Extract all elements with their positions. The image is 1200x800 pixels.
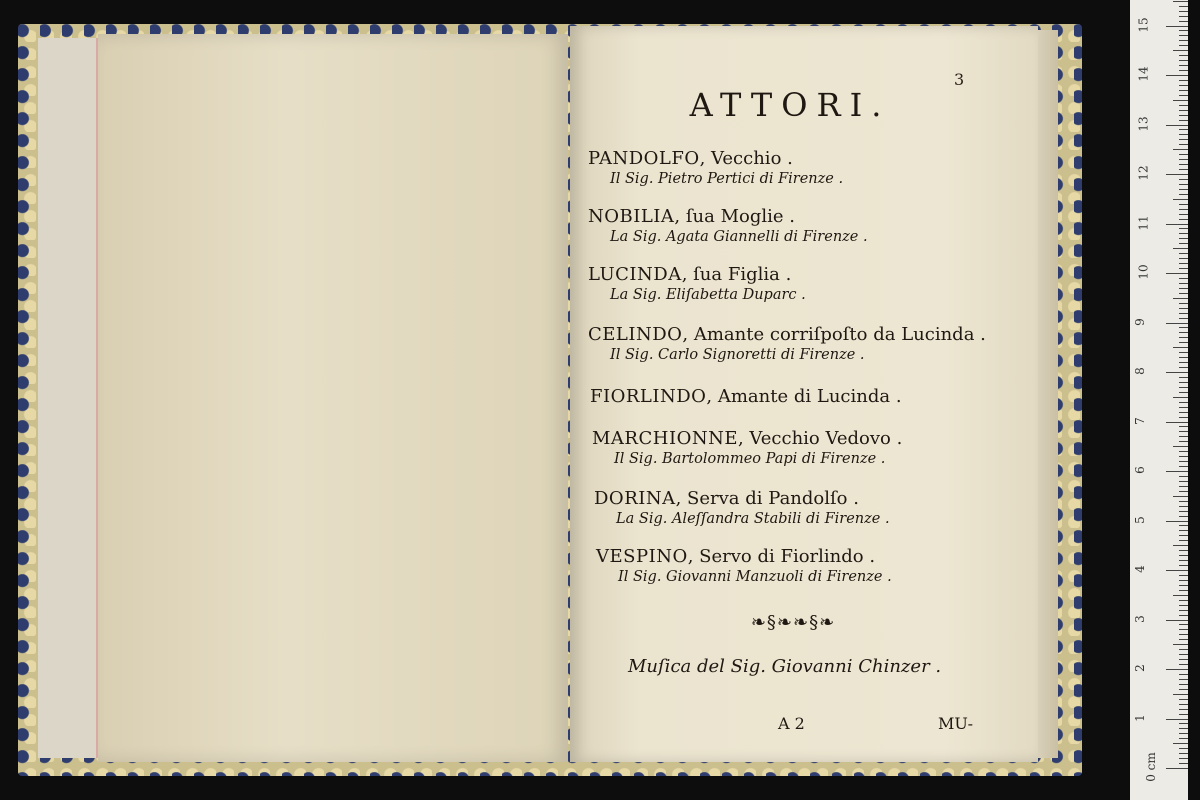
ruler-tick [1166, 768, 1188, 769]
ruler-tick [1179, 451, 1188, 452]
cast-entry [588, 324, 986, 363]
ruler-tick [1179, 55, 1188, 56]
ruler-tick [1179, 204, 1188, 205]
ruler-tick [1179, 293, 1188, 294]
character-name: MARCHIONNE [592, 428, 738, 449]
ruler-tick [1166, 669, 1188, 670]
ruler-tick [1179, 278, 1188, 279]
character-name: DORINA [594, 488, 676, 509]
ruler-label: 10 [1136, 264, 1151, 280]
ruler-tick [1179, 238, 1188, 239]
ruler-tick [1179, 263, 1188, 264]
ruler-tick [1179, 753, 1188, 754]
cast-entry [592, 428, 902, 467]
ruler-tick [1166, 620, 1188, 621]
ruler-tick [1179, 45, 1188, 46]
performer-name: La Sig. Aleſſandra Stabili di Firenze . [616, 511, 890, 527]
ruler-tick [1179, 585, 1188, 586]
ruler-tick [1179, 169, 1188, 170]
ruler-tick [1179, 575, 1188, 576]
ruler-tick [1173, 496, 1188, 497]
ruler-tick [1173, 1, 1188, 2]
ruler-tick [1173, 100, 1188, 101]
ruler-tick [1179, 704, 1188, 705]
ruler-tick [1179, 748, 1188, 749]
ruler-tick [1179, 105, 1188, 106]
ruler-tick [1179, 629, 1188, 630]
ruler-tick [1179, 639, 1188, 640]
ruler-tick [1179, 441, 1188, 442]
cast-entry [588, 206, 868, 245]
ruler-tick [1179, 624, 1188, 625]
ruler-tick [1179, 481, 1188, 482]
ruler-tick [1173, 149, 1188, 150]
ruler-tick [1179, 80, 1188, 81]
performer-name: La Sig. Agata Giannelli di Firenze . [610, 229, 868, 245]
ruler-tick [1179, 164, 1188, 165]
ruler-tick [1179, 684, 1188, 685]
ruler-tick [1173, 199, 1188, 200]
performer-name: La Sig. Eliſabetta Duparc . [610, 287, 806, 303]
ruler-tick [1173, 595, 1188, 596]
character-role: , Serva di Pandolſo . [675, 488, 859, 509]
ruler-tick [1179, 699, 1188, 700]
ruler-tick [1173, 347, 1188, 348]
page-edges [1038, 30, 1058, 758]
ruler-tick [1179, 392, 1188, 393]
ruler-tick [1166, 224, 1188, 225]
ruler-tick [1179, 763, 1188, 764]
ruler-tick [1166, 372, 1188, 373]
ruler-tick [1179, 283, 1188, 284]
cast-entry [588, 148, 843, 187]
ruler-label: 3 [1132, 614, 1147, 623]
ruler-tick [1179, 144, 1188, 145]
ruler-tick [1179, 194, 1188, 195]
ruler-tick [1179, 139, 1188, 140]
page-title: ATTORI. [689, 86, 891, 124]
ruler-tick [1179, 417, 1188, 418]
ruler-tick [1179, 412, 1188, 413]
ruler-tick [1173, 545, 1188, 546]
ruler-tick [1179, 21, 1188, 22]
ruler-label: 13 [1136, 115, 1151, 132]
ruler-tick [1166, 521, 1188, 522]
ruler-tick [1179, 60, 1188, 61]
ruler-tick [1179, 501, 1188, 502]
ruler-tick [1179, 580, 1188, 581]
ruler-tick [1166, 75, 1188, 76]
ruler-tick [1179, 689, 1188, 690]
ruler-tick [1179, 243, 1188, 244]
ruler-label: 12 [1136, 165, 1151, 181]
ruler-tick [1179, 327, 1188, 328]
ruler-tick [1179, 154, 1188, 155]
ruler-tick [1179, 709, 1188, 710]
ruler-tick [1179, 362, 1188, 363]
ruler-tick [1179, 313, 1188, 314]
performer-name: Il Sig. Giovanni Manzuoli di Firenze . [618, 569, 892, 585]
ruler-tick [1179, 679, 1188, 680]
ruler-tick [1179, 214, 1188, 215]
ruler-label: 5 [1132, 515, 1147, 524]
ruler-tick [1179, 367, 1188, 368]
ruler-tick [1166, 26, 1188, 27]
ruler-tick [1166, 323, 1188, 324]
ruler-tick [1179, 332, 1188, 333]
ruler-tick [1179, 535, 1188, 536]
ruler-tick [1179, 134, 1188, 135]
ruler-label: 8 [1132, 367, 1147, 375]
character-role: , Amante corriſpoſto da Lucinda . [682, 324, 986, 345]
character-name: VESPINO [596, 546, 688, 567]
ruler-label: 2 [1132, 664, 1147, 672]
ruler-tick [1179, 456, 1188, 457]
ruler-tick [1179, 303, 1188, 304]
ruler-tick [1179, 634, 1188, 635]
ruler-tick [1179, 184, 1188, 185]
character-name: CELINDO [588, 324, 683, 345]
ruler-tick [1179, 85, 1188, 86]
ruler-tick [1179, 738, 1188, 739]
character-role: , ſua Figlia . [681, 264, 792, 285]
ruler-tick [1179, 342, 1188, 343]
performer-name: Il Sig. Bartolommeo Papi di Firenze . [614, 451, 886, 467]
character-role: , ſua Moglie . [674, 206, 795, 227]
ruler-tick [1179, 476, 1188, 477]
ruler-tick [1179, 16, 1188, 17]
ruler-tick [1179, 337, 1188, 338]
performer-name: Il Sig. Pietro Pertici di Firenze . [610, 171, 844, 187]
printer-ornament: ❧§❧❧§❧ [750, 612, 836, 633]
ruler-tick [1179, 654, 1188, 655]
ruler-tick [1179, 30, 1188, 31]
ruler-tick [1179, 308, 1188, 309]
ruler-tick [1179, 664, 1188, 665]
ruler-tick [1173, 743, 1188, 744]
ruler-tick [1179, 189, 1188, 190]
character-role: , Vecchio . [699, 148, 793, 169]
left-endpaper [38, 38, 100, 758]
ruler-tick [1179, 377, 1188, 378]
measurement-ruler [1130, 0, 1188, 800]
ruler-tick [1179, 486, 1188, 487]
ruler-tick [1173, 446, 1188, 447]
ruler-tick [1179, 288, 1188, 289]
character-role: , Amante di Lucinda . [706, 386, 902, 407]
ruler-tick [1179, 516, 1188, 517]
ruler-tick [1179, 723, 1188, 724]
ruler-label: 0 cm [1143, 752, 1158, 782]
ruler-tick [1179, 268, 1188, 269]
ruler-tick [1179, 491, 1188, 492]
ruler-tick [1179, 129, 1188, 130]
ruler-tick [1179, 610, 1188, 611]
ruler-tick [1173, 50, 1188, 51]
ruler-tick [1179, 540, 1188, 541]
ruler-tick [1173, 397, 1188, 398]
ruler-tick [1179, 11, 1188, 12]
ruler-tick [1166, 174, 1188, 175]
ruler-tick [1179, 233, 1188, 234]
ruler-tick [1179, 550, 1188, 551]
character-name: FIORLINDO [590, 386, 707, 407]
ruler-tick [1179, 728, 1188, 729]
ruler-label: 11 [1136, 214, 1151, 231]
ruler-label: 14 [1136, 66, 1151, 82]
ruler-tick [1179, 159, 1188, 160]
ruler-tick [1179, 95, 1188, 96]
ruler-tick [1179, 733, 1188, 734]
ruler-tick [1166, 471, 1188, 472]
ruler-label: 9 [1132, 317, 1147, 326]
ruler-tick [1166, 273, 1188, 274]
cast-entry [588, 264, 806, 303]
ruler-tick [1179, 600, 1188, 601]
ruler-tick [1179, 461, 1188, 462]
page-number: 3 [954, 70, 965, 89]
ruler-tick [1179, 110, 1188, 111]
ruler-tick [1179, 506, 1188, 507]
ruler-tick [1179, 426, 1188, 427]
left-page-blank [98, 34, 568, 762]
ruler-tick [1179, 357, 1188, 358]
character-role: , Vecchio Vedovo . [737, 428, 903, 449]
ruler-tick [1179, 431, 1188, 432]
ruler-tick [1179, 6, 1188, 7]
ruler-label: 15 [1136, 16, 1151, 33]
ruler-tick [1179, 565, 1188, 566]
ruler-tick [1179, 511, 1188, 512]
ruler-tick [1179, 525, 1188, 526]
cast-entry [590, 386, 902, 407]
ruler-label: 7 [1132, 416, 1147, 425]
character-name: LUCINDA [588, 264, 682, 285]
ruler-tick [1179, 560, 1188, 561]
ruler-tick [1179, 674, 1188, 675]
character-name: NOBILIA [588, 206, 675, 227]
performer-name: Il Sig. Carlo Signoretti di Firenze . [610, 347, 865, 363]
ruler-tick [1179, 387, 1188, 388]
ruler-tick [1179, 179, 1188, 180]
music-credit: Muſica del Sig. Giovanni Chinzer . [628, 656, 942, 677]
ruler-tick [1179, 659, 1188, 660]
ruler-tick [1179, 649, 1188, 650]
ruler-tick [1179, 65, 1188, 66]
ruler-tick [1179, 407, 1188, 408]
ruler-tick [1179, 555, 1188, 556]
ruler-tick [1173, 644, 1188, 645]
ruler-label: 4 [1132, 565, 1147, 573]
ruler-tick [1173, 248, 1188, 249]
ruler-tick [1179, 35, 1188, 36]
ruler-tick [1179, 115, 1188, 116]
ruler-tick [1179, 318, 1188, 319]
ruler-tick [1179, 209, 1188, 210]
ruler-tick [1179, 402, 1188, 403]
ruler-tick [1179, 219, 1188, 220]
ruler-tick [1179, 70, 1188, 71]
signature-mark: A 2 [778, 714, 805, 733]
ruler-tick [1179, 590, 1188, 591]
cast-entry [596, 546, 892, 585]
ruler-tick [1179, 466, 1188, 467]
cast-entry [594, 488, 890, 527]
character-role: , Servo di Fiorlindo . [687, 546, 876, 567]
ruler-label: 1 [1132, 713, 1147, 722]
ruler-tick [1179, 352, 1188, 353]
ruler-tick [1179, 90, 1188, 91]
ruler-tick [1179, 758, 1188, 759]
ruler-tick [1179, 605, 1188, 606]
ruler-tick [1173, 298, 1188, 299]
ruler-tick [1179, 228, 1188, 229]
ruler-tick [1166, 719, 1188, 720]
ruler-tick [1179, 120, 1188, 121]
ruler-tick [1179, 615, 1188, 616]
ruler-tick [1179, 436, 1188, 437]
ruler-tick [1179, 530, 1188, 531]
ruler-tick [1166, 125, 1188, 126]
ruler-tick [1179, 253, 1188, 254]
ruler-tick [1179, 40, 1188, 41]
catchword: MU- [938, 714, 973, 733]
ruler-tick [1179, 714, 1188, 715]
ruler-label: 6 [1132, 466, 1147, 474]
character-name: PANDOLFO [588, 148, 700, 169]
ruler-tick [1179, 382, 1188, 383]
ruler-tick [1173, 694, 1188, 695]
ruler-tick [1166, 570, 1188, 571]
ruler-tick [1179, 258, 1188, 259]
ruler-tick [1166, 422, 1188, 423]
